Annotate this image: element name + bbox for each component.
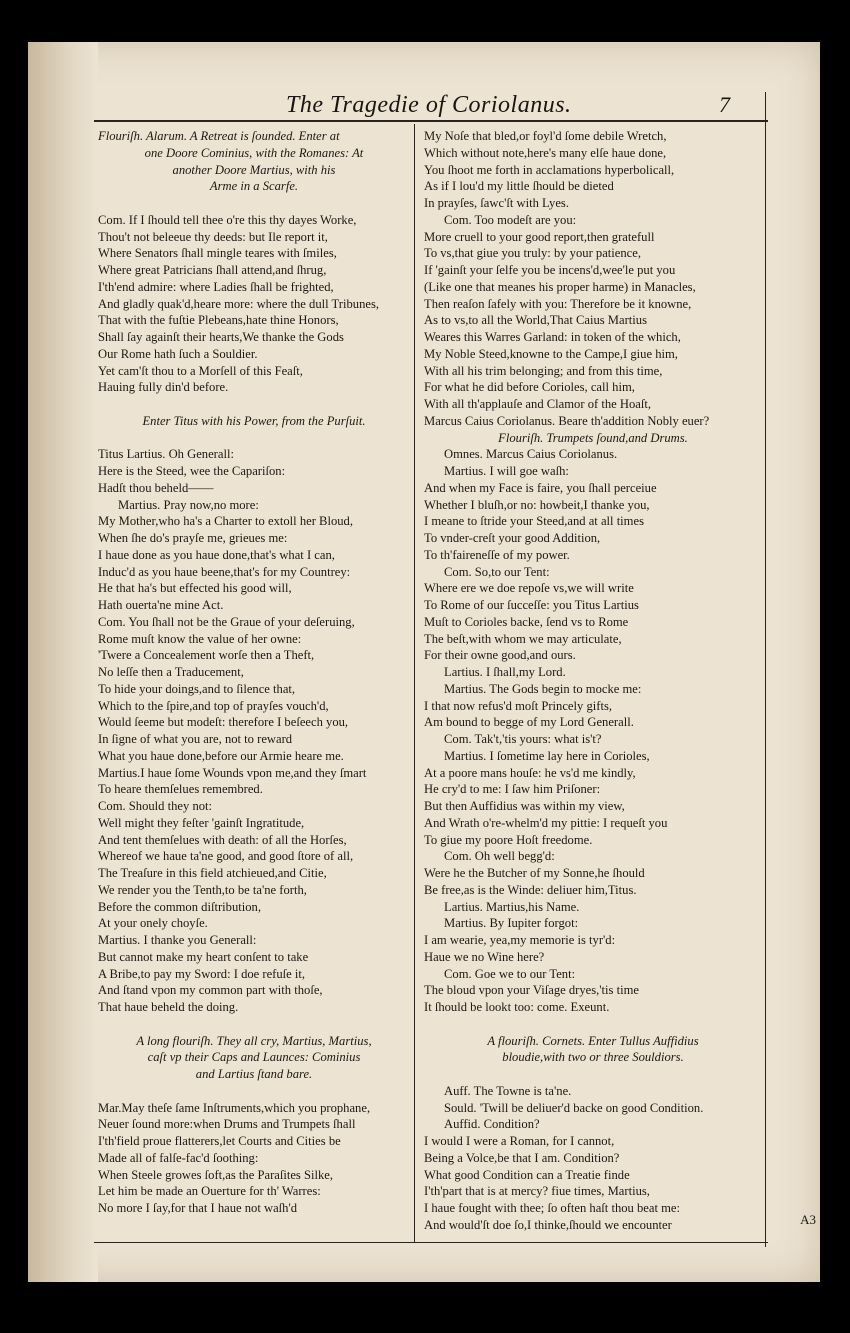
text-line: And ſtand vpon my common part with thoſe, — [98, 983, 323, 998]
text-line: Whereof we haue ta'ne good, and good ſtore of all, — [98, 849, 354, 864]
text-line: To vnder-creſt your good Addition, — [424, 531, 601, 545]
blank-line — [424, 1016, 762, 1033]
blank-line — [98, 1083, 410, 1100]
text-line: My Mother,who ha's a Charter to extoll her Bloud, — [98, 514, 353, 529]
text-line: Yet cam'ſt thou to a Morſell of this Feaſt, — [98, 363, 303, 378]
text-line: Here is the Steed, wee the Capariſon: — [98, 464, 286, 478]
text-line: And Wrath o're-whelm'd my pittie: I requeſt you — [424, 815, 668, 830]
text-line: With all th'applauſe and Clamor of the Hoaſt, — [424, 397, 651, 411]
text-line: It ſhould be lookt too: come. Exeunt. — [424, 1000, 610, 1014]
text-line: Mar.May theſe ſame Inſtruments,which you prophane, — [98, 1100, 371, 1115]
text-line: To vs,that giue you truly: by your patience, — [424, 246, 642, 261]
text-line: Muſt to Corioles backe, ſend vs to Rome — [424, 614, 629, 629]
text-line: I would I were a Roman, for I cannot, — [424, 1134, 615, 1148]
text-line: What good Condition can a Treatie finde — [424, 1167, 630, 1182]
stage-direction-line: caſt vp their Caps and Launces: Cominius — [147, 1050, 361, 1065]
stage-direction-line: Enter Titus with his Power, from the Purſuit. — [142, 413, 366, 428]
text-line: I'th'part that is at mercy? fiue times, Martius, — [424, 1184, 650, 1199]
running-header — [96, 92, 764, 120]
text-line: To th'faireneſſe of my power. — [424, 547, 570, 562]
blank-line — [424, 1066, 762, 1083]
text-line: I am wearie, yea,my memorie is tyr'd: — [424, 933, 616, 947]
text-line: Being a Volce,be that I am. Condition? — [424, 1150, 620, 1165]
text-line: Well might they feſter 'gainſt Ingratitude, — [98, 815, 305, 830]
text-line: He cry'd to me: I ſaw him Priſoner: — [424, 782, 601, 797]
text-line: Hath ouerta'ne mine Act. — [98, 598, 224, 612]
text-line: Martius. The Gods begin to mocke me: — [444, 681, 642, 696]
stage-direction-line: A flouriſh. Cornets. Enter Tullus Auffidius — [487, 1033, 699, 1048]
text-line: Titus Lartius. Oh Generall: — [98, 447, 234, 462]
text-line: As to vs,to all the World,That Caius Martius — [424, 313, 647, 328]
blank-line — [98, 1016, 410, 1033]
text-line: Com. You ſhall not be the Graue of your deſeruing, — [98, 614, 355, 629]
text-line: Com. Oh well begg'd: — [444, 849, 555, 864]
text-line: Haue we no Wine here? — [424, 949, 545, 964]
text-line: Be free,as is the Winde: deliuer him,Titus. — [424, 882, 637, 897]
text-line: I meane to ſtride your Steed,and at all times — [424, 514, 644, 529]
text-line: Our Rome hath ſuch a Souldier. — [98, 346, 258, 361]
text-line: Weares this Warres Garland: in token of the which, — [424, 330, 681, 344]
blank-line — [98, 396, 410, 413]
text-line: Com. Too modeſt are you: — [444, 212, 577, 227]
stage-direction-line: Flouriſh. Trumpets ſound,and Drums. — [498, 430, 688, 445]
text-line: My Noſe that bled,or foyl'd ſome debile Wretch, — [424, 129, 667, 143]
blank-line — [98, 430, 410, 447]
text-line: Made all of falſe-fac'd ſoothing: — [98, 1150, 259, 1165]
text-line: When Steele growes ſoft,as the Paraſites Silke, — [98, 1167, 334, 1182]
book-page — [28, 42, 820, 1282]
text-line: (Like one that meanes his proper harme) in Manacles, — [424, 279, 696, 294]
text-line: Where Senators ſhall mingle teares with ſmiles, — [98, 246, 337, 261]
text-line: Auff. The Towne is ta'ne. — [444, 1083, 572, 1098]
stage-direction-line: A long flouriſh. They all cry, Martius, Martius, — [136, 1033, 372, 1048]
text-line: Com. Goe we to our Tent: — [444, 966, 576, 981]
stage-direction-line: Arme in a Scarfe. — [209, 179, 299, 194]
text-line: Shall ſay againſt their hearts,We thanke the Gods — [98, 330, 344, 344]
text-line: Martius. I will goe waſh: — [444, 464, 569, 478]
text-line: No leſſe then a Traducement, — [98, 665, 244, 679]
text-line: Which to the ſpire,and top of prayſes vouch'd, — [98, 698, 329, 713]
text-line: If 'gainſt your ſelfe you be incens'd,wee'le put you — [424, 263, 676, 277]
text-line: But cannot make my heart conſent to take — [98, 949, 309, 964]
left-column — [98, 128, 410, 1217]
text-line: Neuer ſound more:when Drums and Trumpets ſhall — [98, 1117, 356, 1132]
stage-direction-line: bloudie,with two or three Souldiors. — [502, 1050, 684, 1065]
text-line: To giue my poore Hoſt freedome. — [424, 832, 593, 847]
text-line: Martius. By Iupiter forgot: — [444, 916, 579, 931]
text-line: Lartius. Martius,his Name. — [444, 899, 580, 914]
text-line: Auffid. Condition? — [444, 1117, 540, 1132]
text-line: The beſt,with whom we may articulate, — [424, 631, 622, 646]
text-line: Then reaſon ſafely with you: Therefore be it knowne, — [424, 296, 692, 311]
text-line: That haue beheld the doing. — [98, 1000, 239, 1014]
text-line: With all his trim belonging; and from this time, — [424, 363, 663, 378]
text-line: Hauing fully din'd before. — [98, 380, 229, 395]
footer-rule — [94, 1242, 768, 1243]
text-line: And gladly quak'd,heare more: where the dull Tribunes, — [98, 296, 380, 311]
stage-direction-line: Flouriſh. Alarum. A Retreat is ſounded. Enter at — [98, 129, 340, 143]
text-line: More cruell to your good report,then gratefull — [424, 229, 655, 244]
text-line: At a poore mans houſe: he vs'd me kindly, — [424, 765, 636, 780]
text-line: Martius. I thanke you Generall: — [98, 933, 257, 947]
text-line: Rome muſt know the value of her owne: — [98, 631, 302, 646]
text-line: Where ere we doe repoſe vs,we will write — [424, 581, 634, 596]
text-line: Which without note,here's many elſe haue done, — [424, 145, 667, 160]
text-line: Com. Tak't,'tis yours: what is't? — [444, 732, 602, 746]
text-line: Omnes. Marcus Caius Coriolanus. — [444, 447, 618, 462]
text-line: Com. If I ſhould tell thee o're this thy dayes Worke, — [98, 212, 357, 227]
text-line: And tent themſelues with death: of all the Horſes, — [98, 832, 347, 847]
text-line: Com. Should they not: — [98, 799, 213, 813]
text-line: Martius.I haue ſome Wounds vpon me,and they ſmart — [98, 765, 367, 780]
text-line: Induc'd as you haue beene,that's for my Countrey: — [98, 564, 351, 579]
text-line: In prayſes, ſawc'ſt with Lyes. — [424, 196, 569, 210]
page-gutter — [28, 42, 98, 1282]
text-line: As if I lou'd my little ſhould be dieted — [424, 179, 614, 194]
text-line: What you haue done,before our Armie heare me. — [98, 748, 344, 763]
text-line: A Bribe,to pay my Sword: I doe refuſe it, — [98, 966, 306, 981]
text-line: The Treaſure in this field atchieued,and Citie, — [98, 866, 327, 880]
text-line: 'Twere a Concealement worſe then a Theft, — [98, 648, 315, 663]
text-line: Lartius. I ſhall,my Lord. — [444, 665, 566, 679]
text-line: When ſhe do's prayſe me, grieues me: — [98, 531, 288, 545]
blank-line — [98, 195, 410, 212]
text-line: For their owne good,and ours. — [424, 648, 576, 663]
text-line: I'th'end admire: where Ladies ſhall be frighted, — [98, 279, 334, 294]
text-line: My Noble Steed,knowne to the Campe,I giue him, — [424, 346, 678, 361]
text-line: Let him be made an Ouerture for th' Warres: — [98, 1184, 321, 1199]
text-line: Thou't not beleeue thy deeds: but Ile report it, — [98, 229, 328, 244]
text-line: To heare themſelues remembred. — [98, 782, 263, 797]
text-line: Com. So,to our Tent: — [444, 564, 550, 579]
text-line: Am bound to begge of my Lord Generall. — [424, 715, 634, 730]
right-column — [424, 128, 762, 1234]
column-divider — [414, 124, 415, 1242]
text-line: Martius. Pray now,no more: — [118, 497, 259, 512]
text-line: I'th'field proue flatterers,let Courts and Cities be — [98, 1134, 341, 1148]
signature-mark: A3 — [800, 1212, 816, 1227]
stage-direction-line: another Doore Martius, with his — [172, 162, 336, 177]
text-line: I haue fought with thee; ſo often haſt thou beat me: — [424, 1201, 681, 1215]
header-rule — [94, 120, 768, 122]
text-line: The bloud vpon your Viſage dryes,'tis time — [424, 983, 639, 998]
text-line: He that ha's but effected his good will, — [98, 581, 292, 596]
text-line: Would ſeeme but modeſt: therefore I beſeech you, — [98, 715, 349, 730]
text-line: And would'ſt doe ſo,I thinke,ſhould we encounter — [424, 1217, 672, 1232]
text-line: And when my Face is faire, you ſhall perceiue — [424, 480, 657, 495]
page-number: 7 — [719, 92, 730, 117]
text-line: That with the fuſtie Plebeans,hate thine Honors, — [98, 313, 339, 328]
stage-direction-line: and Lartius ſtand bare. — [195, 1067, 313, 1081]
text-line: Martius. I ſometime lay here in Corioles, — [444, 748, 650, 763]
text-line: But then Auffidius was within my view, — [424, 799, 625, 813]
text-line: Sould. 'Twill be deliuer'd backe on good Condition. — [444, 1100, 704, 1115]
text-line: Marcus Caius Coriolanus. Beare th'addition Nobly euer? — [424, 413, 710, 428]
text-line: To Rome of our ſucceſſe: you Titus Lartius — [424, 598, 639, 612]
text-line: Before the common diſtribution, — [98, 899, 261, 914]
text-line: For what he did before Corioles, call him, — [424, 380, 635, 395]
text-line: Where great Patricians ſhall attend,and ſhrug, — [98, 263, 327, 277]
page-title: The Tragedie of Coriolanus. — [286, 92, 572, 118]
text-line: Were he the Butcher of my Sonne,he ſhould — [424, 866, 645, 880]
text-line: To hide your doings,and to ſilence that, — [98, 681, 296, 696]
text-line: You ſhoot me forth in acclamations hyperbolicall, — [424, 162, 675, 177]
text-line: At your onely choyſe. — [98, 916, 208, 931]
text-line: In ſigne of what you are, not to reward — [98, 732, 293, 746]
text-line: I that now refus'd moſt Princely gifts, — [424, 698, 612, 713]
text-line: No more I ſay,for that I haue not waſh'd — [98, 1201, 298, 1215]
stage-direction-line: one Doore Cominius, with the Romanes: At — [144, 145, 364, 160]
right-border — [765, 92, 766, 1247]
text-line: I haue done as you haue done,that's what I can, — [98, 547, 335, 562]
text-line: We render you the Tenth,to be ta'ne forth, — [98, 882, 307, 897]
text-line: Whether I bluſh,or no: howbeit,I thanke you, — [424, 497, 650, 512]
text-line: Hadſt thou beheld—— — [98, 480, 214, 495]
